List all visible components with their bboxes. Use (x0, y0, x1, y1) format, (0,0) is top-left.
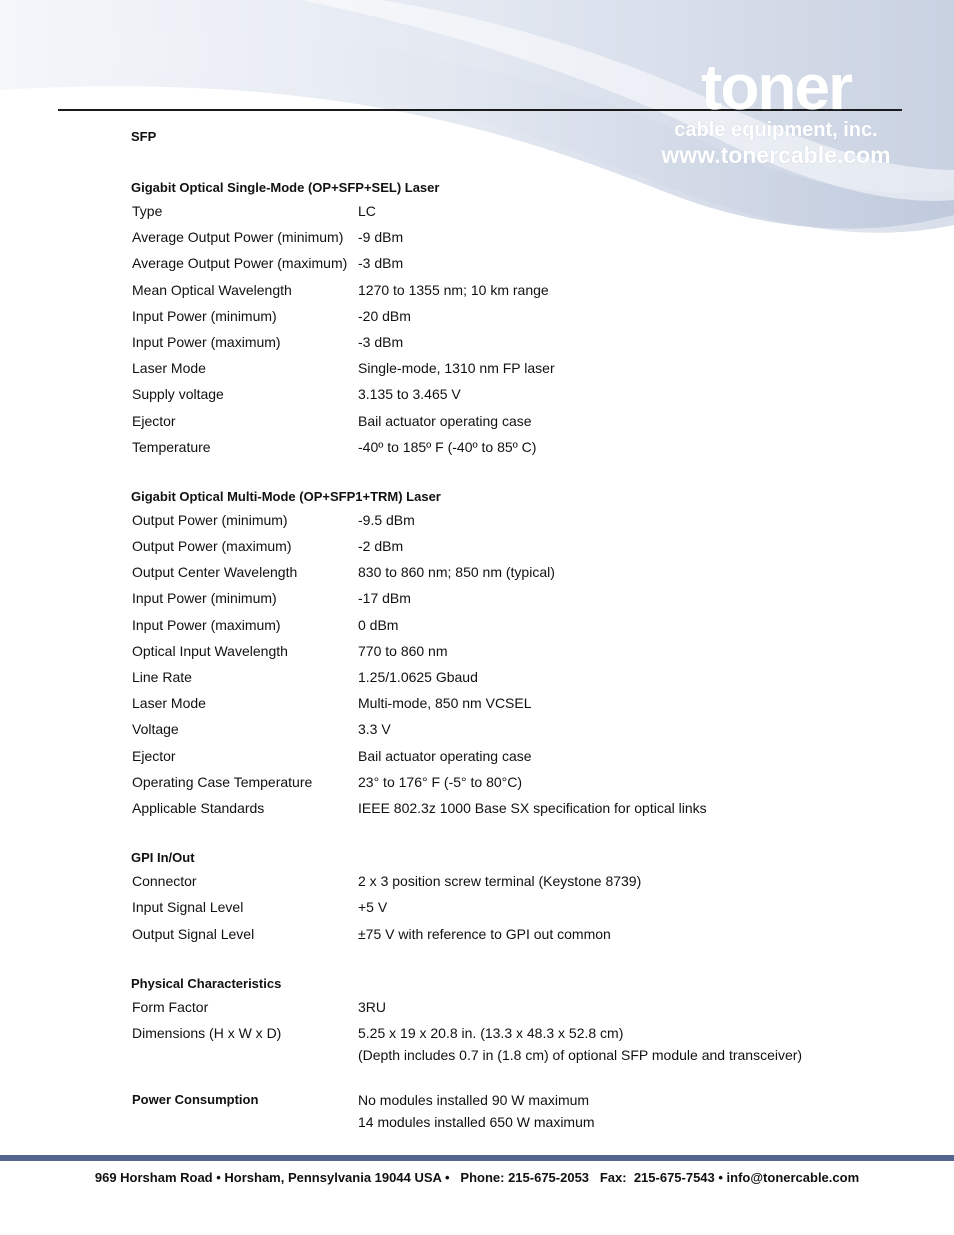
spec-value-line: IEEE 802.3z 1000 Base SX specification for optical links (358, 799, 707, 816)
spec-value-line: Multi-mode, 850 nm VCSEL (358, 695, 532, 712)
power-label: Power Consumption (132, 1091, 259, 1107)
spec-row (132, 509, 872, 535)
spec-value-line: -9 dBm (358, 229, 404, 246)
spec-row (132, 797, 872, 823)
spec-value-line: 1270 to 1355 nm; 10 km range (358, 281, 549, 298)
spec-row (132, 410, 872, 436)
spec-label: Optical Input Wavelength (132, 642, 288, 659)
spec-value (358, 870, 872, 896)
spec-value-line: 830 to 860 nm; 850 nm (typical) (358, 564, 555, 581)
power-line-2: 14 modules installed 650 W maximum (358, 1113, 595, 1130)
spec-label: Supply voltage (132, 386, 224, 403)
spec-row (132, 252, 872, 278)
spec-row (132, 745, 872, 771)
spec-label: Average Output Power (minimum) (132, 229, 344, 246)
spec-section (132, 972, 872, 1066)
spec-value (358, 614, 872, 640)
spec-content (132, 176, 872, 1156)
spec-value-line: -3 dBm (358, 333, 404, 350)
section-title: GPI In/Out (131, 850, 195, 866)
spec-value-line: 0 dBm (358, 616, 399, 633)
spec-value-line: -9.5 dBm (358, 511, 415, 528)
spec-value (358, 923, 872, 949)
spec-row (132, 535, 872, 561)
footer-contact: 969 Horsham Road • Horsham, Pennsylvania 19044 USA • Phone: 215-675-2053 Fax: 215-675-7543 • info@tonercable.com (94, 1170, 860, 1185)
spec-label: Output Power (maximum) (132, 538, 292, 555)
spec-value-line: LC (358, 203, 376, 219)
spec-value (358, 692, 872, 718)
spec-value-line: -2 dBm (358, 538, 404, 555)
spec-value-line: -20 dBm (358, 307, 411, 324)
spec-row (132, 331, 872, 357)
spec-value (358, 305, 872, 331)
spec-value (358, 996, 872, 1022)
spec-value (358, 331, 872, 357)
spec-value (358, 357, 872, 383)
spec-value (358, 587, 872, 613)
spec-value (358, 410, 872, 436)
spec-section (132, 485, 872, 823)
spec-label: Laser Mode (132, 695, 206, 712)
spec-label: Input Power (minimum) (132, 307, 277, 324)
spec-section (132, 176, 872, 462)
spec-value-line: ±75 V with reference to GPI out common (358, 925, 611, 942)
spec-value-line: 770 to 860 nm (358, 642, 448, 659)
spec-label: Input Power (minimum) (132, 590, 277, 607)
spec-row (132, 226, 872, 252)
spec-label: Ejector (132, 412, 176, 429)
spec-label: Output Signal Level (132, 925, 255, 942)
document-title: SFP (131, 129, 157, 144)
spec-value-line: 1.25/1.0625 Gbaud (358, 669, 478, 685)
spec-value (358, 226, 872, 252)
spec-value (358, 1022, 872, 1066)
section-title: Gigabit Optical Multi-Mode (OP+SFP1+TRM) Laser (131, 488, 441, 504)
spec-row (132, 870, 872, 896)
spec-label: Operating Case Temperature (132, 773, 313, 790)
spec-label: Output Center Wavelength (132, 564, 298, 581)
spec-label: Mean Optical Wavelength (132, 281, 292, 298)
spec-value (358, 561, 872, 587)
spec-value (358, 436, 872, 462)
spec-value-line: 5.25 x 19 x 20.8 in. (13.3 x 48.3 x 52.8 cm) (358, 1024, 624, 1041)
spec-label: Temperature (132, 438, 211, 455)
spec-row (132, 357, 872, 383)
spec-row (132, 666, 872, 692)
logo-tagline: cable equipment, inc. (674, 119, 878, 141)
spec-row (132, 614, 872, 640)
spec-value-line: 2 x 3 position screw terminal (Keystone 8739) (358, 873, 642, 890)
company-logo (636, 51, 916, 168)
spec-row (132, 692, 872, 718)
spec-label: Type (132, 203, 163, 219)
spec-value (358, 797, 872, 823)
spec-value (358, 771, 872, 797)
logo-url: www.tonercable.com (661, 142, 891, 168)
spec-value-line: -40º to 185º F (-40º to 85º C) (358, 438, 537, 455)
spec-label: Dimensions (H x W x D) (132, 1024, 282, 1041)
spec-row (132, 436, 872, 462)
spec-row (132, 383, 872, 409)
spec-label: Ejector (132, 747, 176, 764)
spec-value-line: -17 dBm (358, 590, 411, 607)
spec-value (358, 640, 872, 666)
spec-value (358, 718, 872, 744)
spec-row (132, 896, 872, 922)
power-line-1: No modules installed 90 W maximum (358, 1091, 590, 1108)
section-title: Gigabit Optical Single-Mode (OP+SFP+SEL) Laser (131, 180, 440, 195)
spec-value (358, 535, 872, 561)
spec-value-line: 3.3 V (358, 721, 391, 738)
spec-label: Laser Mode (132, 360, 206, 377)
power-section (132, 1089, 872, 1133)
spec-label: Input Power (maximum) (132, 616, 281, 633)
spec-value (358, 745, 872, 771)
spec-row (132, 640, 872, 666)
spec-value (358, 666, 872, 692)
spec-label: Applicable Standards (132, 799, 265, 816)
spec-row (132, 1022, 872, 1066)
spec-row (132, 718, 872, 744)
spec-value-line: -3 dBm (358, 255, 404, 272)
spec-label: Output Power (minimum) (132, 511, 288, 528)
spec-value-line: +5 V (358, 899, 388, 916)
spec-value-line: Single-mode, 1310 nm FP laser (358, 360, 555, 377)
spec-value-line: 3.135 to 3.465 V (358, 386, 461, 403)
logo-wordmark: toner (701, 51, 851, 123)
spec-label: Voltage (132, 721, 179, 738)
section-title: Physical Characteristics (131, 975, 282, 991)
spec-value (358, 383, 872, 409)
spec-row (132, 996, 872, 1022)
spec-value-line: Bail actuator operating case (358, 747, 532, 764)
spec-row (132, 1089, 872, 1133)
spec-row (132, 587, 872, 613)
spec-label: Connector (132, 873, 197, 890)
spec-label: Input Signal Level (132, 899, 244, 916)
spec-label: Form Factor (132, 998, 209, 1015)
spec-value-line: 3RU (358, 998, 387, 1015)
power-values (358, 1089, 872, 1133)
spec-row (132, 771, 872, 797)
spec-row (132, 200, 872, 226)
spec-value-line: (Depth includes 0.7 in (1.8 cm) of optional SFP module and transceiver) (358, 1046, 803, 1063)
spec-value (358, 200, 872, 226)
spec-row (132, 279, 872, 305)
spec-label: Line Rate (132, 669, 192, 685)
spec-label: Average Output Power (maximum) (132, 255, 348, 272)
spec-value (358, 896, 872, 922)
spec-value (358, 252, 872, 278)
spec-value-line: Bail actuator operating case (358, 412, 532, 429)
spec-label: Input Power (maximum) (132, 333, 281, 350)
spec-row (132, 561, 872, 587)
spec-section (132, 846, 872, 949)
spec-row (132, 305, 872, 331)
spec-value (358, 279, 872, 305)
footer-bar (0, 1155, 954, 1161)
spec-value (358, 509, 872, 535)
spec-row (132, 923, 872, 949)
spec-value-line: 23° to 176° F (-5° to 80°C) (358, 773, 523, 790)
